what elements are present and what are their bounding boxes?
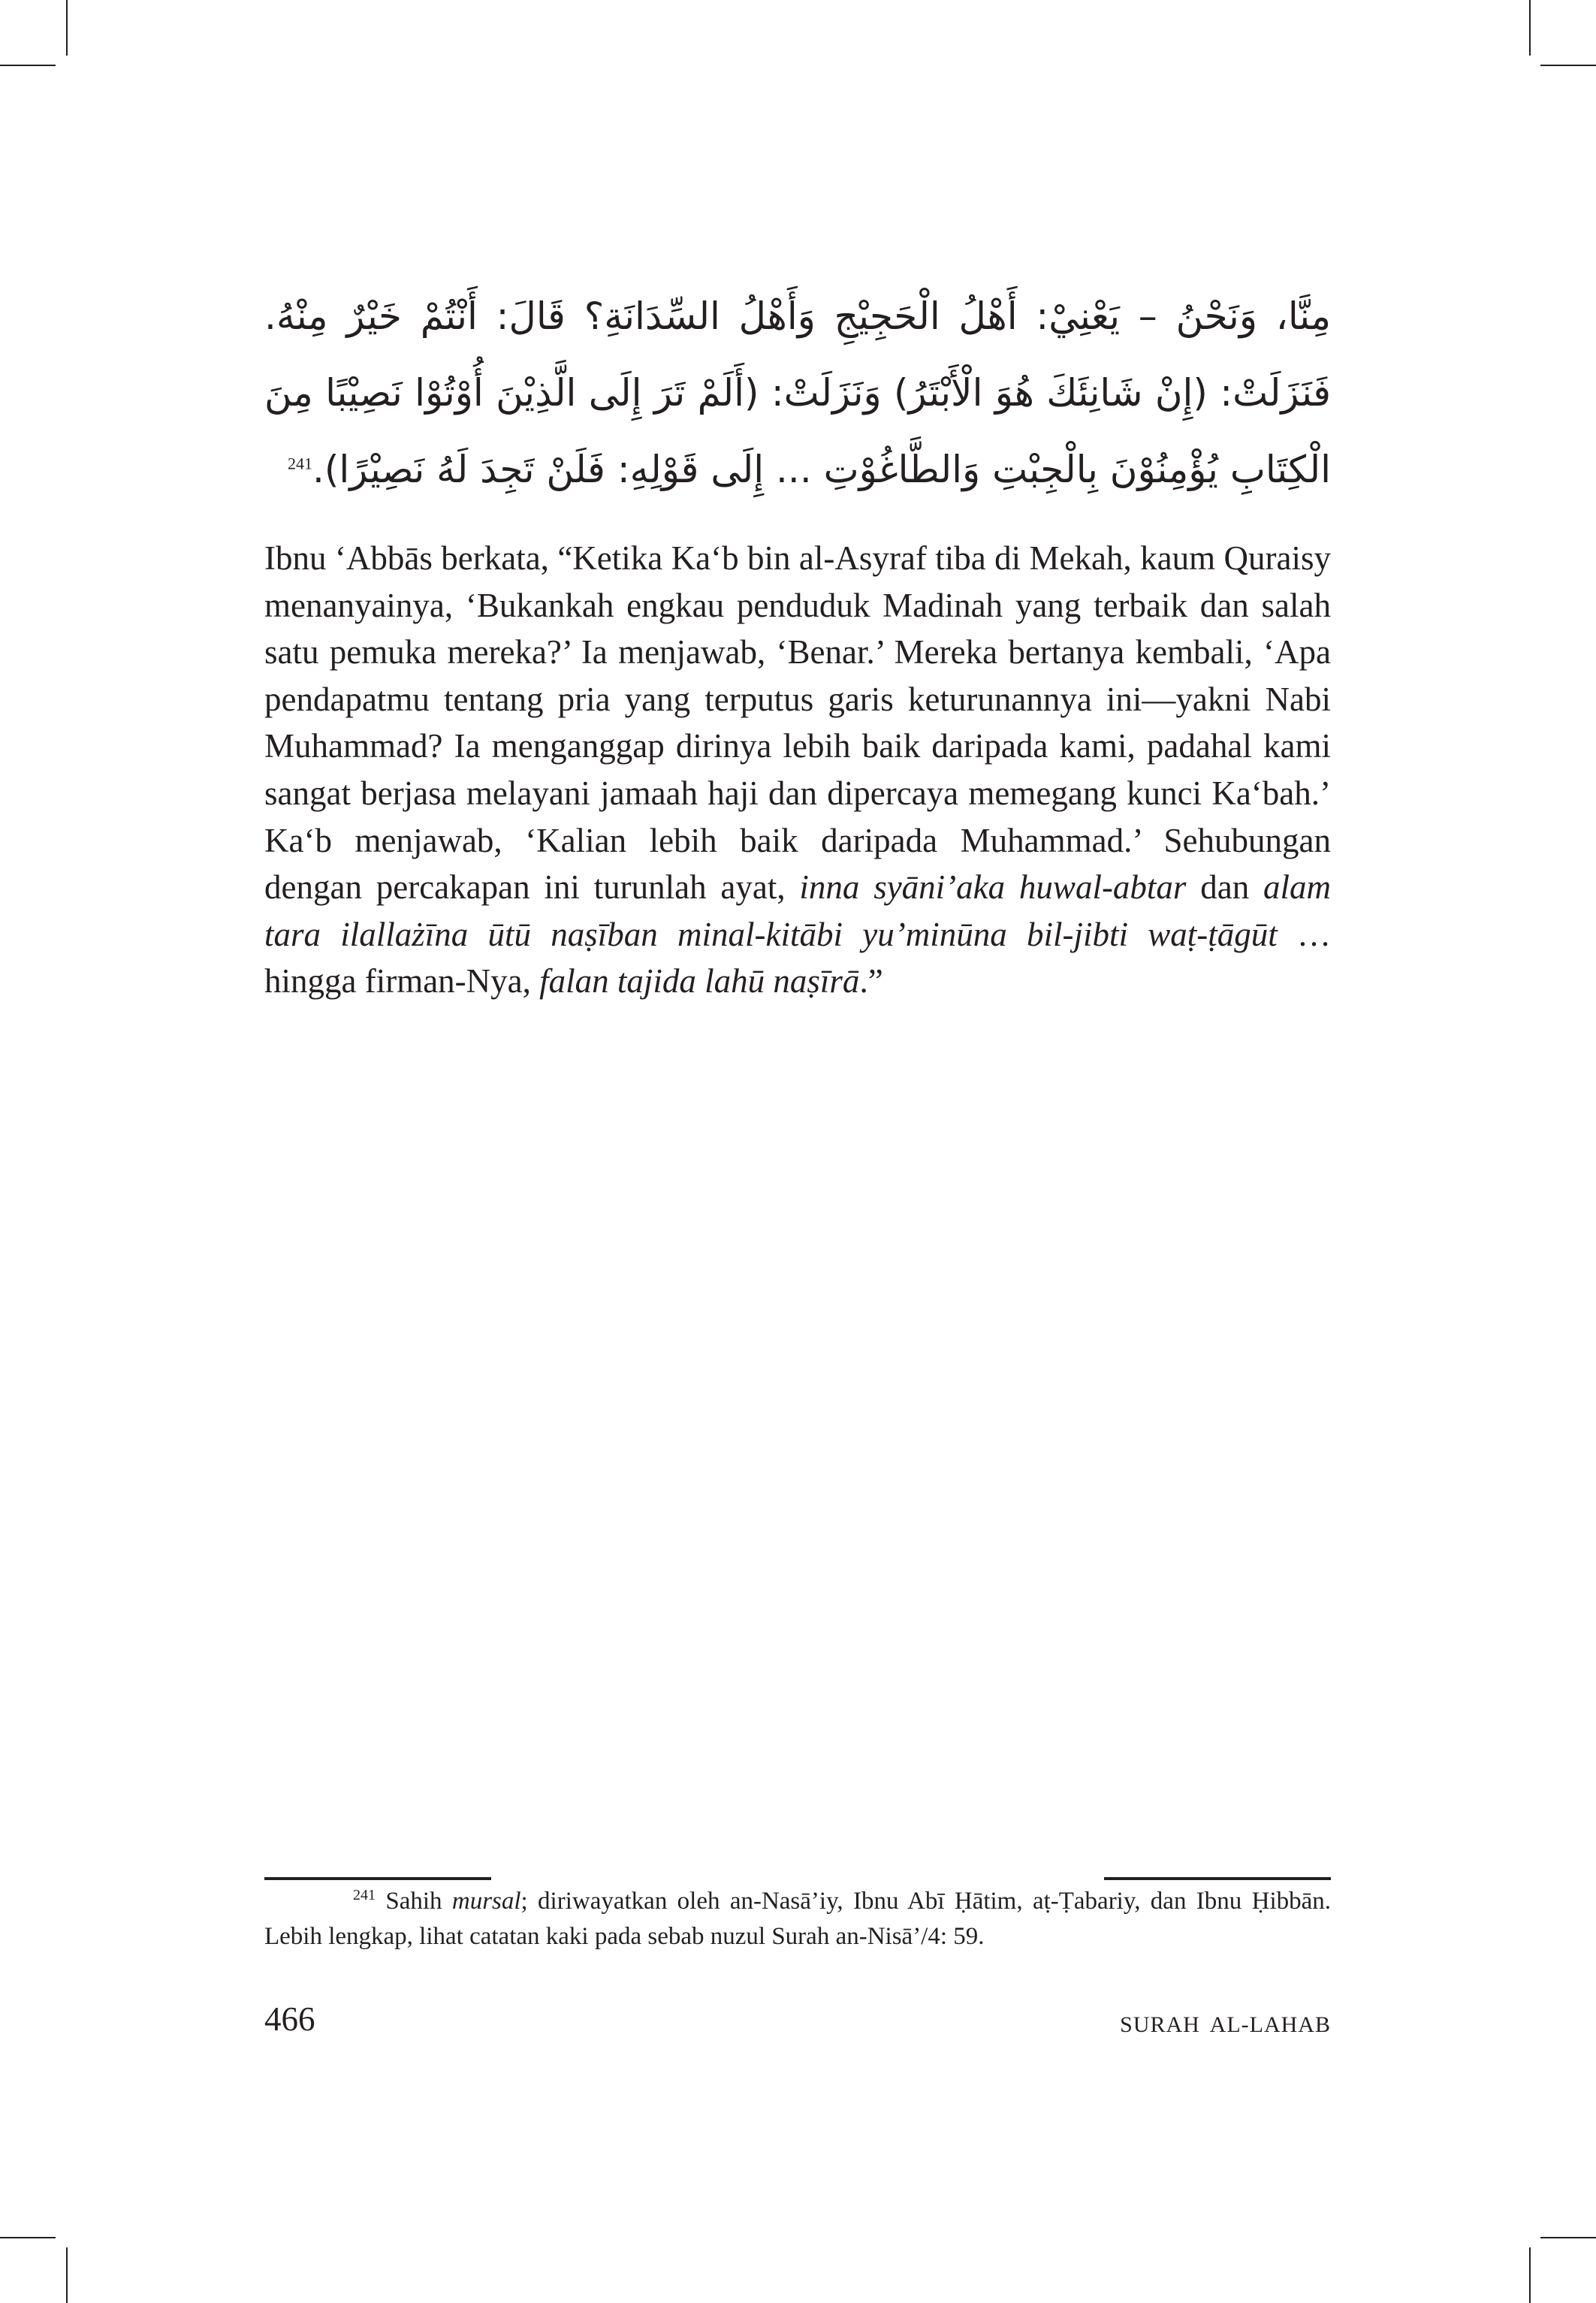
crop-mark: [0, 2237, 56, 2238]
translation-paragraph: [264, 535, 1331, 1005]
crop-mark: [1529, 0, 1531, 56]
paragraph-text: … hingga firman-Nya,: [264, 915, 1331, 1001]
verse-transliteration: alam tara ilallażīna ūtū naṣīban minal-kitābi yu’minūna bil-jibti waṭ-ṭāgūt: [264, 868, 1331, 953]
verse-transliteration: falan tajida lahū naṣīrā: [539, 962, 860, 1001]
footnote-rule-left: [264, 1877, 491, 1880]
page-number: 466: [264, 2000, 315, 2038]
crop-mark: [1529, 2247, 1531, 2303]
verse-transliteration: inna syāni’aka huwal-abtar: [799, 868, 1187, 907]
footnote-number: 241: [353, 1887, 376, 1903]
running-title: SURAH AL-LAHAB: [1120, 2012, 1331, 2037]
footnote-term: mursal: [451, 1888, 521, 1915]
crop-mark: [1540, 65, 1596, 66]
crop-mark: [0, 65, 56, 66]
arabic-text: مِنَّا، وَنَحْنُ – يَعْنِيْ: أَهْلُ الْحَجِيْجِ وَأَهْلُ السِّدَانَةِ؟ قَالَ: أَنْتُمْ خَيْرٌ مِنْهُ. فَنَزَلَتْ: (إِنْ شَانِئَكَ هُوَ الْأَبْتَرُ) وَنَزَلَتْ: (أَلَمْ تَرَ إِلَى الَّذِيْنَ أُوْتُوْا نَصِيْبًا مِنَ الْكِتَابِ يُؤْمِنُوْنَ بِالْجِبْتِ وَالطَّاغُوْتِ ... إِلَى قَوْلِهِ: فَلَنْ تَجِدَ لَهُ نَصِيْرًا).: [264, 294, 1331, 491]
footnote-text: ; diriwayatkan oleh an-Nasā’iy, Ibnu Abī Ḥātim, aṭ-Ṭabariy, dan Ibnu Ḥibbān. Lebih lengkap, lihat catatan kaki pada sebab nuzul Surah an-Nisā’/4: 59.: [264, 1888, 1332, 1950]
footnote: [264, 1884, 1331, 1954]
footnote-reference: 241: [288, 454, 313, 473]
crop-mark: [66, 0, 68, 56]
paragraph-text: .”: [859, 962, 883, 1001]
arabic-passage: [264, 278, 1331, 508]
crop-mark: [1540, 2237, 1596, 2238]
crop-mark: [66, 2247, 68, 2303]
footnote-rule-right: [1104, 1877, 1331, 1880]
paragraph-text: Ibnu ‘Abbās berkata, “Ketika Ka‘b bin al-Asyraf tiba di Mekah, kaum Quraisy menanyainya, ‘Bukankah engkau penduduk Madinah yang terbaik dan salah satu pemuka mereka?’ Ia menjawab, ‘Benar.’ Mereka bertanya kembali, ‘Apa pendapatmu tentang pria yang terputus garis keturunannya ini—yakni Nabi Muhammad? Ia menganggap dirinya lebih baik daripada kami, padahal kami sangat berjasa melayani jamaah haji dan dipercaya memegang kunci Ka‘bah.’ Ka‘b menjawab, ‘Kalian lebih baik daripada Muhammad.’ Sehubungan dengan percakapan ini turunlah ayat,: [264, 539, 1331, 907]
paragraph-text: dan: [1186, 868, 1263, 907]
footnote-text: Sahih: [376, 1888, 452, 1915]
